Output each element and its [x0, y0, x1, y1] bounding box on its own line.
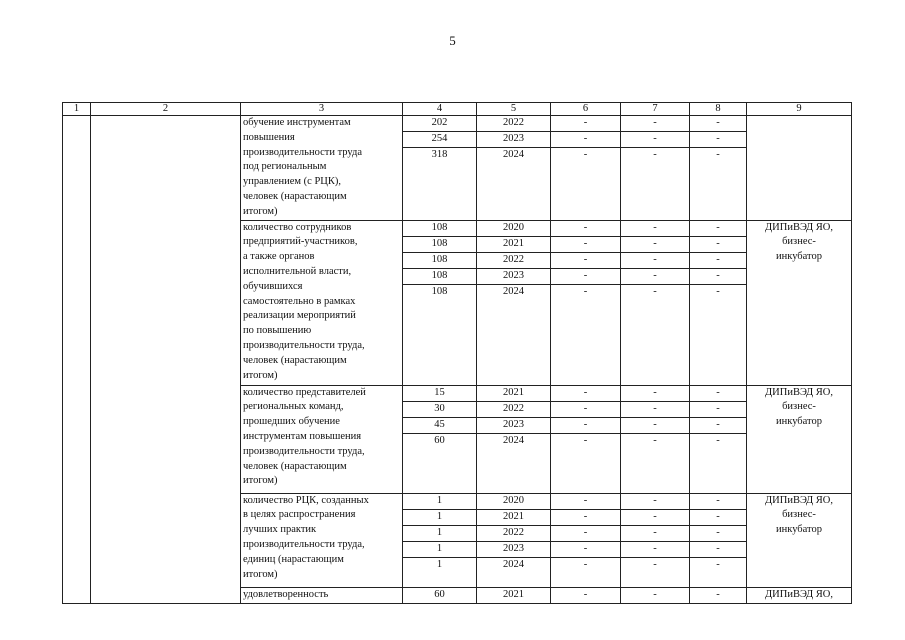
year-cell: 2021: [477, 509, 551, 525]
indicator-value: 60: [403, 433, 477, 493]
col8-cell: -: [690, 385, 747, 401]
col8-cell: -: [690, 525, 747, 541]
col8-cell: -: [690, 401, 747, 417]
indicator-value: 202: [403, 116, 477, 132]
responsible-line: бизнес-: [782, 236, 816, 248]
description-line: региональных команд,: [243, 401, 344, 413]
indicator-description: [241, 587, 403, 603]
col6-cell: -: [551, 525, 621, 541]
indicator-value: 45: [403, 417, 477, 433]
col6-cell: -: [551, 116, 621, 132]
description-line: удовлетворенность: [243, 588, 329, 600]
description-line: итогом): [243, 568, 278, 580]
col7-cell: -: [621, 493, 690, 509]
year-cell: 2023: [477, 132, 551, 148]
column-header: 2: [91, 103, 241, 116]
col7-cell: -: [621, 252, 690, 268]
description-line: прошедших обучение: [243, 416, 340, 428]
indicator-table: [62, 102, 852, 604]
col8-cell: -: [690, 541, 747, 557]
indicator-value: 15: [403, 385, 477, 401]
col7-cell: -: [621, 132, 690, 148]
description-line: под региональным: [243, 161, 327, 173]
year-cell: 2022: [477, 116, 551, 132]
indicator-value: 108: [403, 252, 477, 268]
description-line: по повышению: [243, 325, 312, 337]
description-line: итогом): [243, 205, 278, 217]
description-line: производительности труда,: [243, 538, 365, 550]
col7-cell: -: [621, 509, 690, 525]
table-row: [63, 116, 852, 132]
description-line: управлением (с РЦК),: [243, 176, 341, 188]
col7-cell: -: [621, 385, 690, 401]
responsible-line: ДИПиВЭД ЯО,: [765, 221, 833, 233]
description-line: итогом): [243, 369, 278, 381]
col8-cell: -: [690, 509, 747, 525]
indicator-value: 1: [403, 509, 477, 525]
col7-cell: -: [621, 268, 690, 284]
responsible-line: инкубатор: [776, 416, 822, 428]
col8-cell: -: [690, 557, 747, 587]
responsible-executor: [747, 587, 852, 603]
col6-cell: -: [551, 385, 621, 401]
responsible-line: ДИПиВЭД ЯО,: [765, 386, 833, 398]
year-cell: 2021: [477, 236, 551, 252]
year-cell: 2024: [477, 148, 551, 220]
indicator-value: 60: [403, 587, 477, 603]
col8-cell: -: [690, 493, 747, 509]
col6-cell: -: [551, 220, 621, 236]
year-cell: 2023: [477, 268, 551, 284]
responsible-line: бизнес-: [782, 401, 816, 413]
col7-cell: -: [621, 236, 690, 252]
indicator-value: 108: [403, 236, 477, 252]
year-cell: 2020: [477, 493, 551, 509]
description-line: количество сотрудников: [243, 221, 352, 233]
year-cell: 2020: [477, 220, 551, 236]
description-line: предприятий-участников,: [243, 236, 358, 248]
indicator-value: 1: [403, 493, 477, 509]
indicator-value: 1: [403, 525, 477, 541]
indicator-value: 108: [403, 284, 477, 385]
description-line: повышения: [243, 131, 295, 143]
description-line: производительности труда,: [243, 445, 365, 457]
header-row: [63, 103, 852, 116]
indicator-value: 318: [403, 148, 477, 220]
col8-cell: -: [690, 148, 747, 220]
indicator-description: [241, 385, 403, 493]
col7-cell: -: [621, 220, 690, 236]
col6-cell: -: [551, 284, 621, 385]
col7-cell: -: [621, 401, 690, 417]
page-number: 5: [449, 33, 456, 48]
indicator-value: 108: [403, 268, 477, 284]
col8-cell: -: [690, 587, 747, 603]
year-cell: 2023: [477, 417, 551, 433]
col7-cell: -: [621, 417, 690, 433]
col6-cell: -: [551, 236, 621, 252]
responsible-executor: [747, 116, 852, 221]
description-line: человек (нарастающим: [243, 190, 347, 202]
col8-cell: -: [690, 132, 747, 148]
column-header: 1: [63, 103, 91, 116]
responsible-executor: [747, 385, 852, 493]
col6-cell: -: [551, 509, 621, 525]
col6-cell: -: [551, 401, 621, 417]
year-cell: 2022: [477, 525, 551, 541]
responsible-line: инкубатор: [776, 524, 822, 536]
col6-cell: -: [551, 252, 621, 268]
responsible-line: инкубатор: [776, 251, 822, 263]
column-header: 8: [690, 103, 747, 116]
col7-cell: -: [621, 525, 690, 541]
responsible-line: бизнес-: [782, 509, 816, 521]
responsible-executor: [747, 220, 852, 385]
col7-cell: -: [621, 284, 690, 385]
col6-cell: -: [551, 587, 621, 603]
description-line: самостоятельно в рамках: [243, 295, 356, 307]
column-header: 6: [551, 103, 621, 116]
col8-cell: -: [690, 284, 747, 385]
description-line: человек (нарастающим: [243, 354, 347, 366]
column-header: 5: [477, 103, 551, 116]
col6-cell: -: [551, 268, 621, 284]
col8-cell: -: [690, 433, 747, 493]
col6-cell: -: [551, 493, 621, 509]
indicator-value: 254: [403, 132, 477, 148]
responsible-line: ДИПиВЭД ЯО,: [765, 588, 833, 600]
indicator-value: 108: [403, 220, 477, 236]
description-line: единиц (нарастающим: [243, 553, 344, 565]
column-header: 7: [621, 103, 690, 116]
description-line: производительности труда: [243, 146, 363, 158]
description-line: обучившихся: [243, 280, 303, 292]
col6-cell: -: [551, 541, 621, 557]
description-line: а также органов: [243, 251, 315, 263]
year-cell: 2024: [477, 557, 551, 587]
col6-cell: -: [551, 433, 621, 493]
year-cell: 2022: [477, 401, 551, 417]
col7-cell: -: [621, 116, 690, 132]
column-header: 3: [241, 103, 403, 116]
col8-cell: -: [690, 252, 747, 268]
year-cell: 2021: [477, 385, 551, 401]
description-line: человек (нарастающим: [243, 460, 347, 472]
col8-cell: -: [690, 417, 747, 433]
description-line: итогом): [243, 475, 278, 487]
description-line: в целях распространения: [243, 509, 356, 521]
description-line: производительности труда,: [243, 339, 365, 351]
description-line: количество РЦК, созданных: [243, 494, 369, 506]
description-line: лучших практик: [243, 524, 317, 536]
year-cell: 2024: [477, 284, 551, 385]
responsible-line: ДИПиВЭД ЯО,: [765, 494, 833, 506]
indicator-value: 30: [403, 401, 477, 417]
col6-cell: -: [551, 557, 621, 587]
col8-cell: -: [690, 268, 747, 284]
year-cell: 2021: [477, 587, 551, 603]
col1-cell: [63, 116, 91, 604]
indicator-description: [241, 220, 403, 385]
col7-cell: -: [621, 557, 690, 587]
col7-cell: -: [621, 433, 690, 493]
year-cell: 2023: [477, 541, 551, 557]
year-cell: 2024: [477, 433, 551, 493]
col8-cell: -: [690, 236, 747, 252]
col7-cell: -: [621, 587, 690, 603]
indicator-description: [241, 493, 403, 587]
col6-cell: -: [551, 132, 621, 148]
col6-cell: -: [551, 417, 621, 433]
description-line: обучение инструментам: [243, 117, 351, 128]
col6-cell: -: [551, 148, 621, 220]
column-header: 9: [747, 103, 852, 116]
year-cell: 2022: [477, 252, 551, 268]
col2-cell: [91, 116, 241, 604]
description-line: инструментам повышения: [243, 430, 362, 442]
description-line: исполнительной власти,: [243, 265, 352, 277]
col8-cell: -: [690, 116, 747, 132]
description-line: количество представителей: [243, 386, 366, 398]
indicator-value: 1: [403, 541, 477, 557]
col8-cell: -: [690, 220, 747, 236]
responsible-executor: [747, 493, 852, 587]
indicator-description: [241, 116, 403, 221]
col7-cell: -: [621, 148, 690, 220]
indicator-value: 1: [403, 557, 477, 587]
col7-cell: -: [621, 541, 690, 557]
description-line: реализации мероприятий: [243, 310, 356, 322]
column-header: 4: [403, 103, 477, 116]
